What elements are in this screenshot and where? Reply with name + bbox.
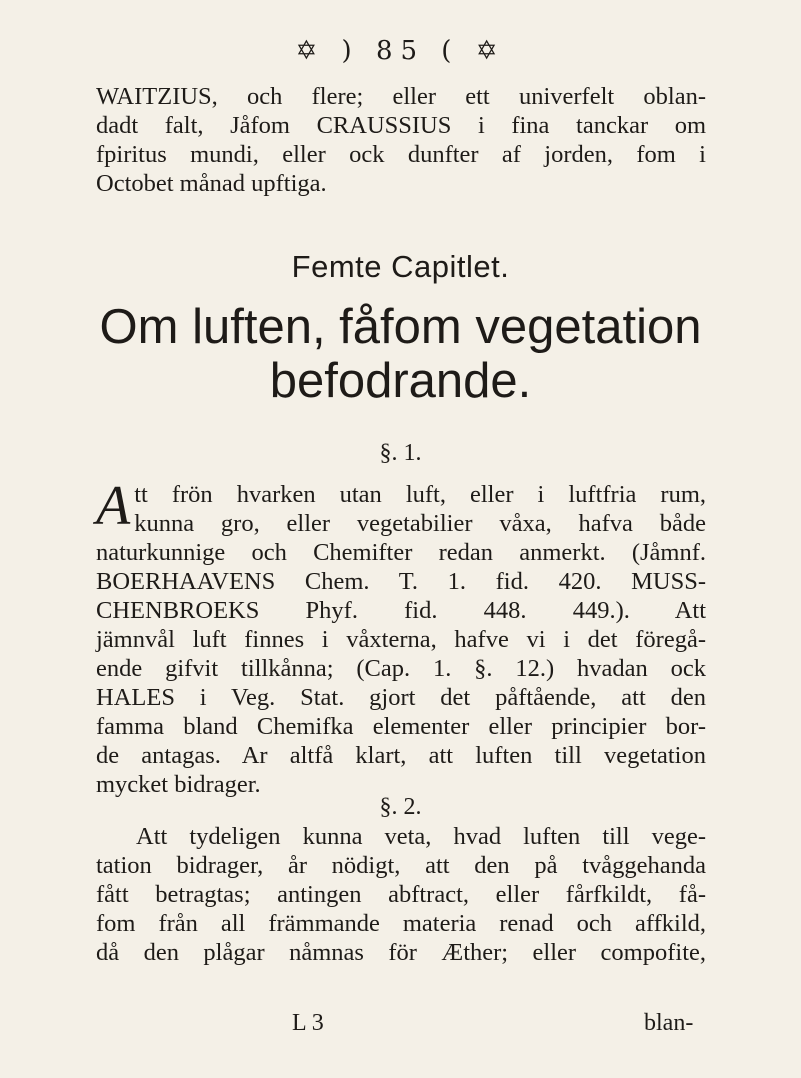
text-line: WAITZIUS, och flere; eller ett univerfelt oblan- (96, 83, 706, 110)
chapter-title-line: Om luften, fåfom vegetation (99, 300, 702, 354)
text-line: tt frön hvarken utan luft, eller i luftfria rum, (134, 481, 706, 508)
text-line: fått betragtas; antingen abftract, eller fårfkildt, få- (96, 881, 706, 908)
chapter-title (0, 300, 801, 408)
text-line: HALES i Veg. Stat. gjort det påftående, att den (96, 684, 706, 711)
text-line: BOERHAAVENS Chem. T. 1. fid. 420. MUSS- (96, 568, 706, 595)
section-paragraph (96, 475, 706, 799)
text-line: Att tydeligen kunna veta, hvad luften till vege- (136, 823, 706, 850)
text-line: naturkunnige och Chemifter redan anmerkt. (Jåmnf. (96, 539, 706, 566)
drop-cap: A (96, 475, 131, 537)
section-mark: §. 2. (379, 794, 422, 820)
section-paragraph (96, 822, 706, 967)
text-line: kunna gro, eller vegetabilier våxa, hafva både (134, 510, 706, 537)
text-line: Octobet månad upftiga. (96, 170, 327, 197)
catchword: blan- (644, 1010, 694, 1036)
signature-mark: L 3 (292, 1010, 324, 1036)
chapter-title-line: befodrande. (269, 354, 532, 408)
section-mark: §. 1. (379, 440, 422, 466)
text-line: dadt falt, Jåfom CRAUSSIUS i fina tanckar om (96, 112, 706, 139)
paragraph-continuation (96, 82, 706, 198)
text-line: famma bland Chemifka elementer eller principier bor- (96, 713, 706, 740)
text-line: ende gifvit tillkånna; (Cap. 1. §. 12.) hvadan ock (96, 655, 706, 682)
text-line: CHENBROEKS Phyf. fid. 448. 449.). Att (96, 597, 706, 624)
text-line: fpiritus mundi, eller ock dunfter af jorden, fom i (96, 141, 706, 168)
text-line: tation bidrager, år nödigt, att den på tvåggehanda (96, 852, 706, 879)
text-line: jämnvål luft finnes i våxterna, hafve vi i det föregå- (96, 626, 706, 653)
text-line: de antagas. Ar altfå klart, att luften till vegetation (96, 742, 706, 769)
text-line: då den plågar nåmnas för Æther; eller compofite, (96, 939, 706, 966)
text-line: mycket bidrager. (96, 771, 261, 798)
running-head: ✡ ) 85 ( ✡ (295, 36, 506, 66)
text-line: fom från all främmande materia renad och affkild, (96, 910, 706, 937)
chapter-heading: Femte Capitlet. (291, 249, 510, 284)
